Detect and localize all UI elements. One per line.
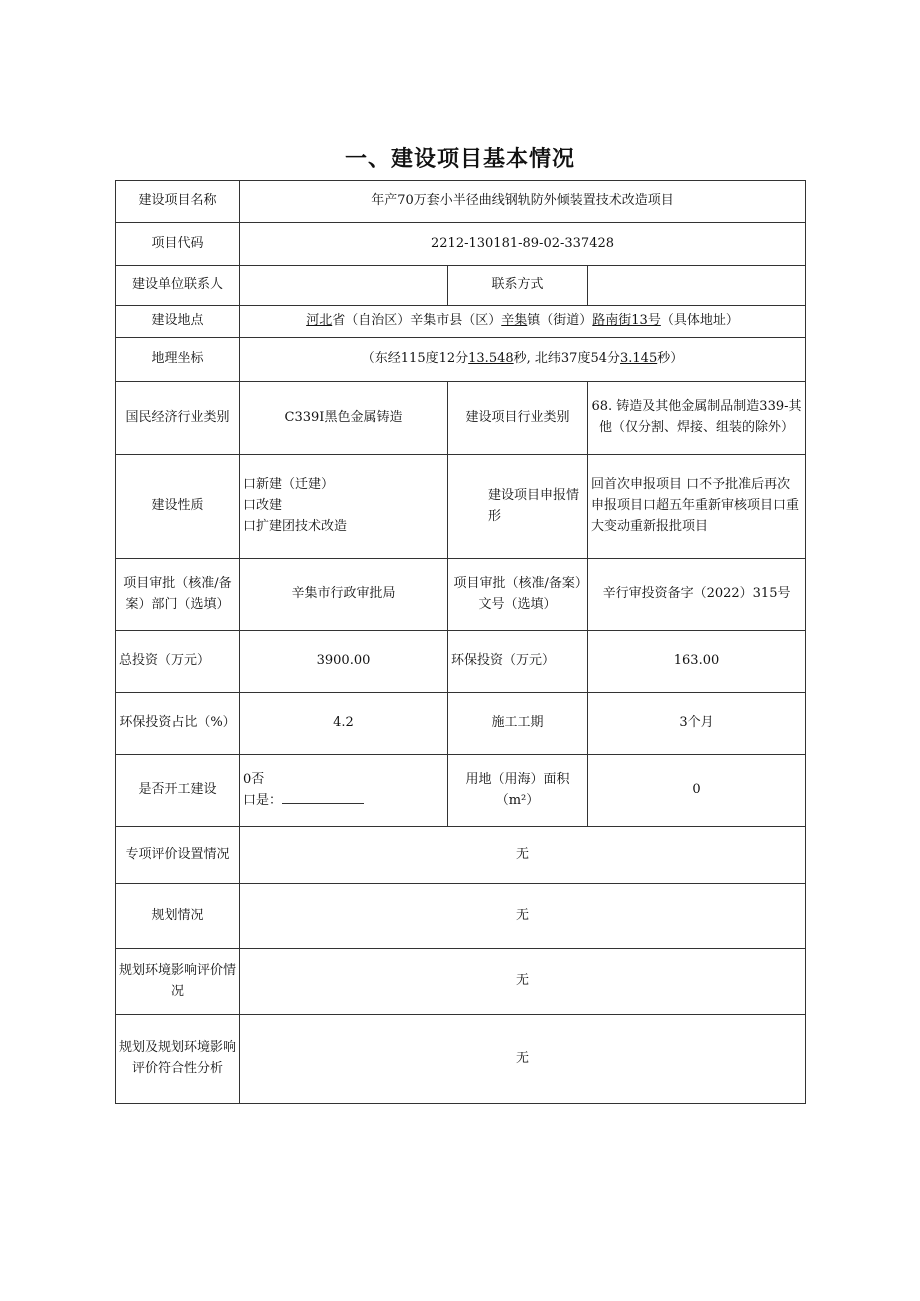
row-contact xyxy=(116,266,806,306)
row-approval xyxy=(116,559,806,631)
option-yes: 口是： xyxy=(243,792,283,808)
label-special-eval: 专项评价设置情况 xyxy=(116,827,240,884)
label-declaration: 建设项目申报情形 xyxy=(448,455,588,559)
value-project-industry: 68. 铸造及其他金属制品制造339-其他（仅分割、焊接、组装的除外） xyxy=(588,382,806,455)
blank-line xyxy=(282,791,364,804)
label-location: 建设地点 xyxy=(116,306,240,338)
label-nature: 建设性质 xyxy=(116,455,240,559)
value-construction-period: 3个月 xyxy=(588,693,806,755)
page-title: 一、建设项目基本情况 xyxy=(344,147,575,172)
label-planning-env: 规划环境影响评价情况 xyxy=(116,949,240,1015)
row-ratio xyxy=(116,693,806,755)
label-contact: 建设单位联系人 xyxy=(116,266,240,306)
location-street-suffix: （具体地址） xyxy=(660,313,739,329)
location-town: 辛集 xyxy=(501,313,528,329)
location-town-suffix: 镇（街道） xyxy=(527,313,593,329)
row-investment xyxy=(116,631,806,693)
option-new-build: 口新建（迁建） xyxy=(243,477,335,493)
location-province: 河北 xyxy=(306,313,333,329)
row-planning xyxy=(116,884,806,949)
label-env-ratio: 环保投资占比（%） xyxy=(116,693,240,755)
location-province-suffix: 省（自治区） xyxy=(332,313,411,329)
location-county: 辛集市 xyxy=(410,313,450,329)
row-coordinates xyxy=(116,338,806,382)
value-nature xyxy=(240,455,448,559)
label-project-name: 建设项目名称 xyxy=(116,181,240,223)
row-location xyxy=(116,306,806,338)
value-land-area: 0 xyxy=(588,755,806,827)
label-approval-number: 项目审批（核准/备案）文号（选填） xyxy=(448,559,588,631)
coord-north-prefix: 秒, 北纬37度54分 xyxy=(513,351,620,367)
value-coordinates xyxy=(240,338,806,382)
value-planning: 无 xyxy=(240,884,806,949)
row-started xyxy=(116,755,806,827)
label-coordinates: 地理坐标 xyxy=(116,338,240,382)
value-industry: C339I黑色金属铸造 xyxy=(240,382,448,455)
value-declaration: 回首次申报项目 口不予批准后再次申报项目口超五年重新审核项目口重大变动重新报批项目 xyxy=(588,455,806,559)
basic-info-table xyxy=(115,180,806,1104)
option-rebuild: 口改建 xyxy=(243,498,283,514)
option-expand: 口扩建团技术改造 xyxy=(243,518,348,534)
value-env-investment: 163.00 xyxy=(588,631,806,693)
row-industry xyxy=(116,382,806,455)
value-contact-method xyxy=(588,266,806,306)
label-project-code: 项目代码 xyxy=(116,223,240,266)
value-location xyxy=(240,306,806,338)
label-industry: 国民经济行业类别 xyxy=(116,382,240,455)
location-street: 路南街13号 xyxy=(592,313,661,329)
label-land-area: 用地（用海）面积（m²） xyxy=(448,755,588,827)
value-special-eval: 无 xyxy=(240,827,806,884)
row-conformity xyxy=(116,1015,806,1104)
coord-suffix: 秒） xyxy=(657,351,684,367)
value-env-ratio: 4.2 xyxy=(240,693,448,755)
value-contact xyxy=(240,266,448,306)
label-planning: 规划情况 xyxy=(116,884,240,949)
location-county-suffix: 县（区） xyxy=(449,313,502,329)
value-started xyxy=(240,755,448,827)
row-planning-env xyxy=(116,949,806,1015)
row-project-name xyxy=(116,181,806,223)
label-conformity: 规划及规划环境影响评价符合性分析 xyxy=(116,1015,240,1104)
value-approval-dept: 辛集市行政审批局 xyxy=(240,559,448,631)
value-conformity: 无 xyxy=(240,1015,806,1104)
row-special-eval xyxy=(116,827,806,884)
coord-east-prefix: （东经115度12分 xyxy=(361,351,469,367)
value-project-code: 2212-130181-89-02-337428 xyxy=(240,223,806,266)
label-env-investment: 环保投资（万元） xyxy=(448,631,588,693)
value-approval-number: 辛行审投资备字（2022）315号 xyxy=(588,559,806,631)
value-project-name: 年产70万套小半径曲线钢轨防外倾装置技术改造项目 xyxy=(240,181,806,223)
label-project-industry: 建设项目行业类别 xyxy=(448,382,588,455)
coord-east-seconds: 13.548 xyxy=(468,351,514,367)
label-approval-dept: 项目审批（核准/备案）部门（选填） xyxy=(116,559,240,631)
label-contact-method: 联系方式 xyxy=(448,266,588,306)
value-planning-env: 无 xyxy=(240,949,806,1015)
value-total-investment: 3900.00 xyxy=(240,631,448,693)
coord-north-seconds: 3.145 xyxy=(620,351,658,367)
row-project-code xyxy=(116,223,806,266)
row-nature xyxy=(116,455,806,559)
label-total-investment: 总投资（万元） xyxy=(116,631,240,693)
label-construction-period: 施工工期 xyxy=(448,693,588,755)
option-no: 0否 xyxy=(243,771,265,787)
label-started: 是否开工建设 xyxy=(116,755,240,827)
